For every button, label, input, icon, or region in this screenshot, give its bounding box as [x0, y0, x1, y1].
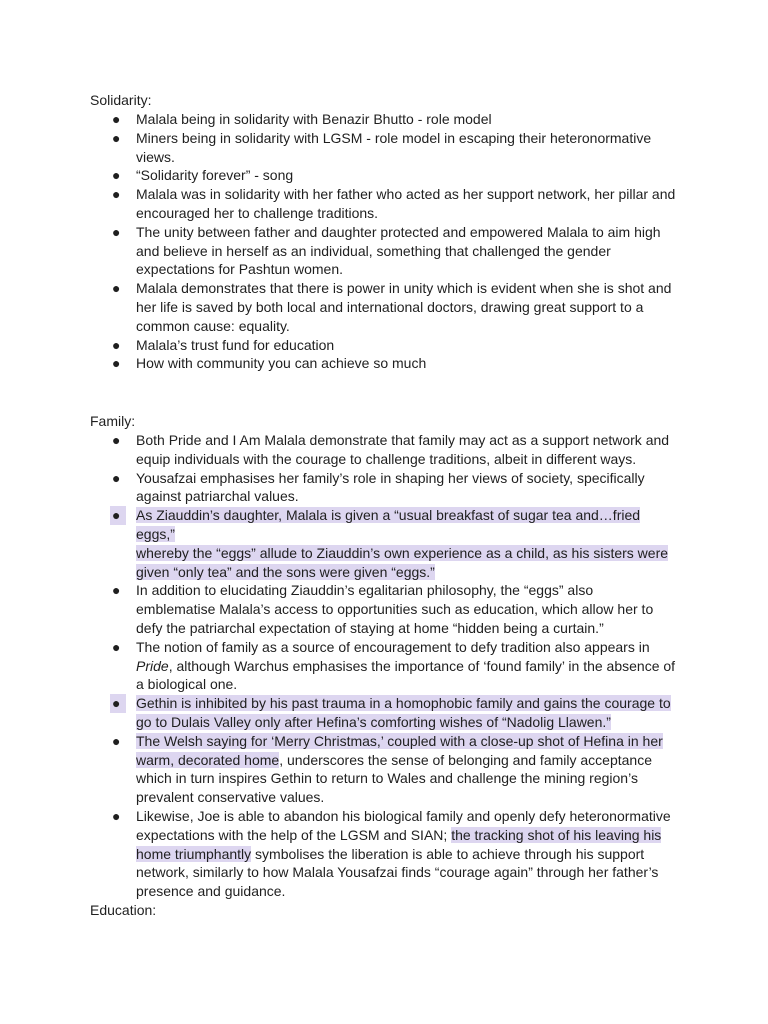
bullet: ● [110, 694, 126, 713]
list-item [0, 336, 676, 355]
list-item [0, 279, 676, 335]
list-item-text: The unity between father and daughter protected and empowered Malala to aim high and believe in herself as an individual, something that challenged the gender expectations for Pashtun women. [136, 223, 661, 278]
solidarity-list [0, 110, 700, 373]
list-item [0, 581, 676, 637]
bullet: ● [112, 223, 121, 240]
list-item-text: “Solidarity forever” - song [136, 167, 294, 184]
heading-solidarity: Solidarity: [90, 92, 152, 108]
family-list [0, 431, 700, 901]
list-item [0, 185, 676, 223]
highlight-line: go to Dulais Valley only after Hefina’s comforting wishes of “Nadolig Llawen.” [136, 713, 611, 730]
bullet: ● [110, 506, 126, 525]
list-item [0, 166, 676, 185]
bullet: ● [112, 638, 121, 655]
bullet: ● [112, 355, 121, 372]
highlight-text: the tracking shot of his leaving his home triumphantly [136, 826, 662, 862]
list-item-text: Malala demonstrates that there is power in unity which is evident when she is shot and her life is saved by both local and international doctors, drawing great support to a common cause: equality. [136, 280, 672, 334]
list-item-text: symbolises the liberation is able to achieve through his support network, similarly to how Malala Yousafzai finds “courage again” through her father’s presence and guidance. [136, 845, 659, 900]
list-item [0, 638, 676, 694]
list-item [0, 807, 676, 901]
bullet: ● [112, 111, 121, 127]
list-item-text: , underscores the sense of belonging and family acceptance which in turn inspires Gethin to return to Wales and challenge the mining region’s prevalent conservative values. [136, 751, 652, 806]
highlight-line: whereby the “eggs” allude to Ziauddin’s own experience as a child, as his sisters were [136, 544, 669, 561]
highlight-line: given “only tea” and the sons were given “eggs.” [136, 563, 435, 580]
list-item-text: How with community you can achieve so much [136, 355, 427, 372]
bullet: ● [112, 732, 121, 749]
bullet: ● [112, 280, 121, 297]
list-item-text: Likewise, Joe is able to abandon his biological family and openly defy heteronormative expectations with the help of the LGSM and SIAN; [136, 807, 671, 843]
list-item-highlighted [0, 694, 676, 732]
bullet: ● [112, 167, 121, 184]
bullet: ● [112, 432, 121, 448]
highlight-line: warm, decorated home [136, 751, 280, 768]
list-item-text: Yousafzai emphasises her family’s role in shaping her views of society, specifically against patriarchal values. [136, 469, 645, 505]
list-item-text: Malala’s trust fund for education [136, 336, 335, 353]
list-item-text: Malala was in solidarity with her father who acted as her support network, her pillar and encouraged her to challenge traditions. [136, 186, 676, 221]
list-item-text: Both Pride and I Am Malala demonstrate that family may act as a support network and equip individuals with the courage to challenge traditions, albeit in different ways. [136, 432, 670, 467]
list-item-text: , although Warchus emphasises the importance of ‘found family’ in the absence of a biological one. [136, 657, 676, 693]
heading-family: Family: [90, 413, 136, 429]
list-item-text: Miners being in solidarity with LGSM - role model in escaping their heteronormative views. [136, 129, 652, 165]
list-item [0, 223, 676, 279]
list-item [0, 129, 676, 167]
bullet: ● [112, 336, 121, 353]
highlight-line: Gethin is inhibited by his past trauma in a homophobic family and gains the courage to [136, 695, 671, 712]
list-item-highlighted [0, 506, 676, 581]
bullet: ● [112, 129, 121, 146]
list-item-text: In addition to elucidating Ziauddin’s egalitarian philosophy, the “eggs” also emblematise Malala’s access to opportunities such as education, which allow her to defy the patriarchal expectation of staying at home “hidden being a curtain.” [136, 582, 654, 636]
highlight-line: The Welsh saying for ‘Merry Christmas,’ coupled with a close-up shot of Hefina in her [136, 732, 663, 749]
bullet: ● [112, 807, 121, 824]
list-item [0, 469, 676, 507]
heading-education: Education: [90, 902, 157, 918]
list-item [0, 110, 676, 129]
bullet: ● [112, 469, 121, 486]
bullet: ● [112, 186, 121, 203]
list-item-text: Malala being in solidarity with Benazir Bhutto - role model [136, 111, 492, 127]
list-item-text: The notion of family as a source of encouragement to defy tradition also appears in [136, 638, 650, 655]
list-item [0, 431, 676, 469]
list-item [0, 732, 676, 807]
bullet: ● [112, 582, 121, 599]
highlight-line: As Ziauddin’s daughter, Malala is given a “usual breakfast of sugar tea and…fried eggs,” [136, 507, 641, 542]
list-item [0, 354, 676, 373]
film-title: Pride [136, 657, 169, 674]
